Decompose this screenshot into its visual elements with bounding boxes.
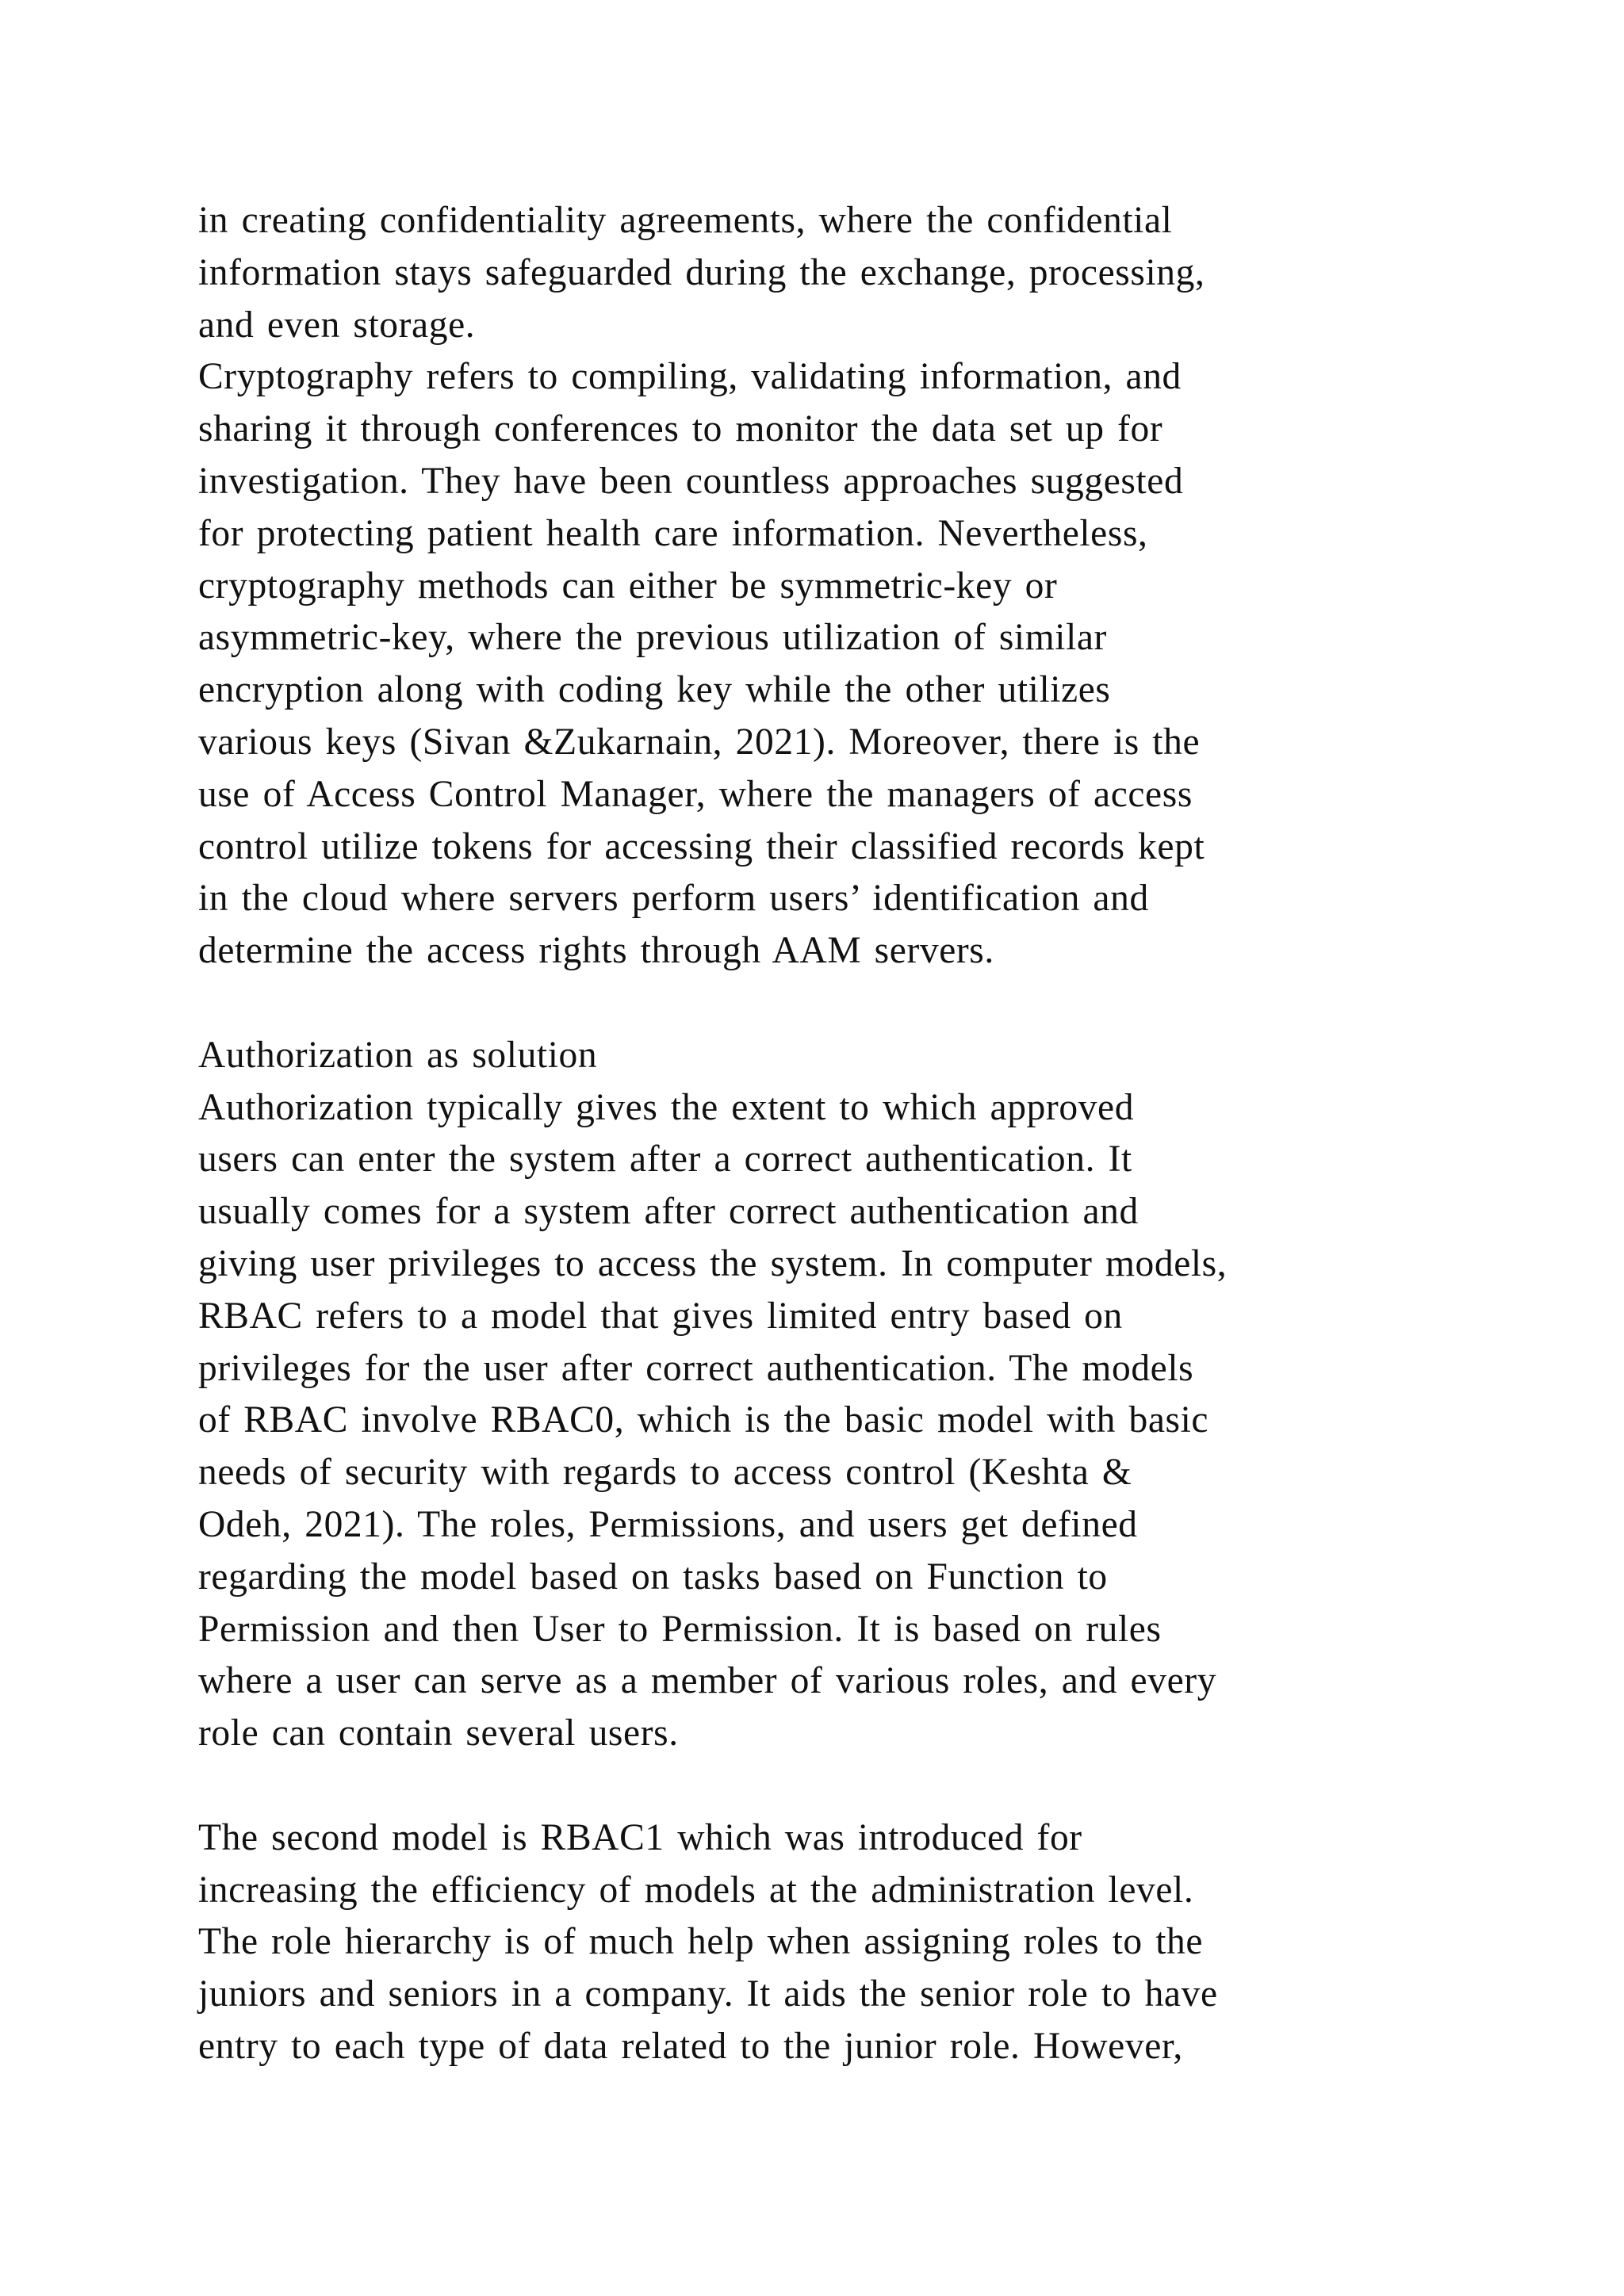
text-line: privileges for the user after correct authentication. The models — [198, 1347, 1194, 1389]
text-line: Permission and then User to Permission. It is based on rules — [198, 1608, 1162, 1650]
text-line: The second model is RBAC1 which was introduced for — [198, 1816, 1082, 1858]
text-line: usually comes for a system after correct authentication and — [198, 1191, 1139, 1233]
text-line: users can enter the system after a correct authentication. It — [198, 1138, 1132, 1181]
text-line: entry to each type of data related to the junior role. However, — [198, 2025, 1183, 2067]
text-line: for protecting patient health care information. Nevertheless, — [198, 512, 1148, 554]
blank-line — [198, 978, 1467, 1030]
text-line: regarding the model based on tasks based on Function to — [198, 1556, 1108, 1598]
blank-line — [198, 1760, 1467, 1812]
text-line: investigation. They have been countless approaches suggested — [198, 460, 1184, 502]
text-line: needs of security with regards to access control (Keshta & — [198, 1452, 1132, 1494]
text-line: determine the access rights through AAM servers. — [198, 930, 994, 972]
text-line: in creating confidentiality agreements, where the confidential — [198, 200, 1173, 241]
text-line: role can contain several users. — [198, 1712, 679, 1755]
text-line: increasing the efficiency of models at the administration level. — [198, 1869, 1194, 1911]
text-line: use of Access Control Manager, where the managers of access — [198, 773, 1193, 815]
body-text — [198, 195, 1467, 2073]
text-line: various keys (Sivan &Zukarnain, 2021). Moreover, there is the — [198, 721, 1201, 763]
text-line: cryptography methods can either be symmetric-key or — [198, 564, 1058, 607]
text-line: RBAC refers to a model that gives limited entry based on — [198, 1295, 1123, 1337]
text-line: giving user privileges to access the system. In computer models, — [198, 1242, 1228, 1284]
text-line: Authorization as solution — [198, 1034, 598, 1076]
text-line: encryption along with coding key while the other utilizes — [198, 669, 1111, 711]
text-line: and even storage. — [198, 304, 476, 346]
text-line: where a user can serve as a member of various roles, and every — [198, 1660, 1217, 1702]
text-line: juniors and seniors in a company. It aids the senior role to have — [198, 1973, 1218, 2015]
text-line: of RBAC involve RBAC0, which is the basic model with basic — [198, 1399, 1209, 1441]
text-line: Cryptography refers to compiling, validating information, and — [198, 356, 1182, 398]
text-line: Odeh, 2021). The roles, Permissions, and users get defined — [198, 1503, 1138, 1545]
text-line: Authorization typically gives the extent to which approved — [198, 1086, 1135, 1128]
text-line: in the cloud where servers perform users’ identification and — [198, 878, 1149, 920]
text-line: control utilize tokens for accessing their classified records kept — [198, 825, 1205, 867]
text-line: asymmetric-key, where the previous utilization of similar — [198, 617, 1107, 659]
text-line: The role hierarchy is of much help when assigning roles to the — [198, 1921, 1204, 1963]
text-line: sharing it through conferences to monitor the data set up for — [198, 408, 1163, 450]
text-line: information stays safeguarded during the exchange, processing, — [198, 251, 1205, 293]
